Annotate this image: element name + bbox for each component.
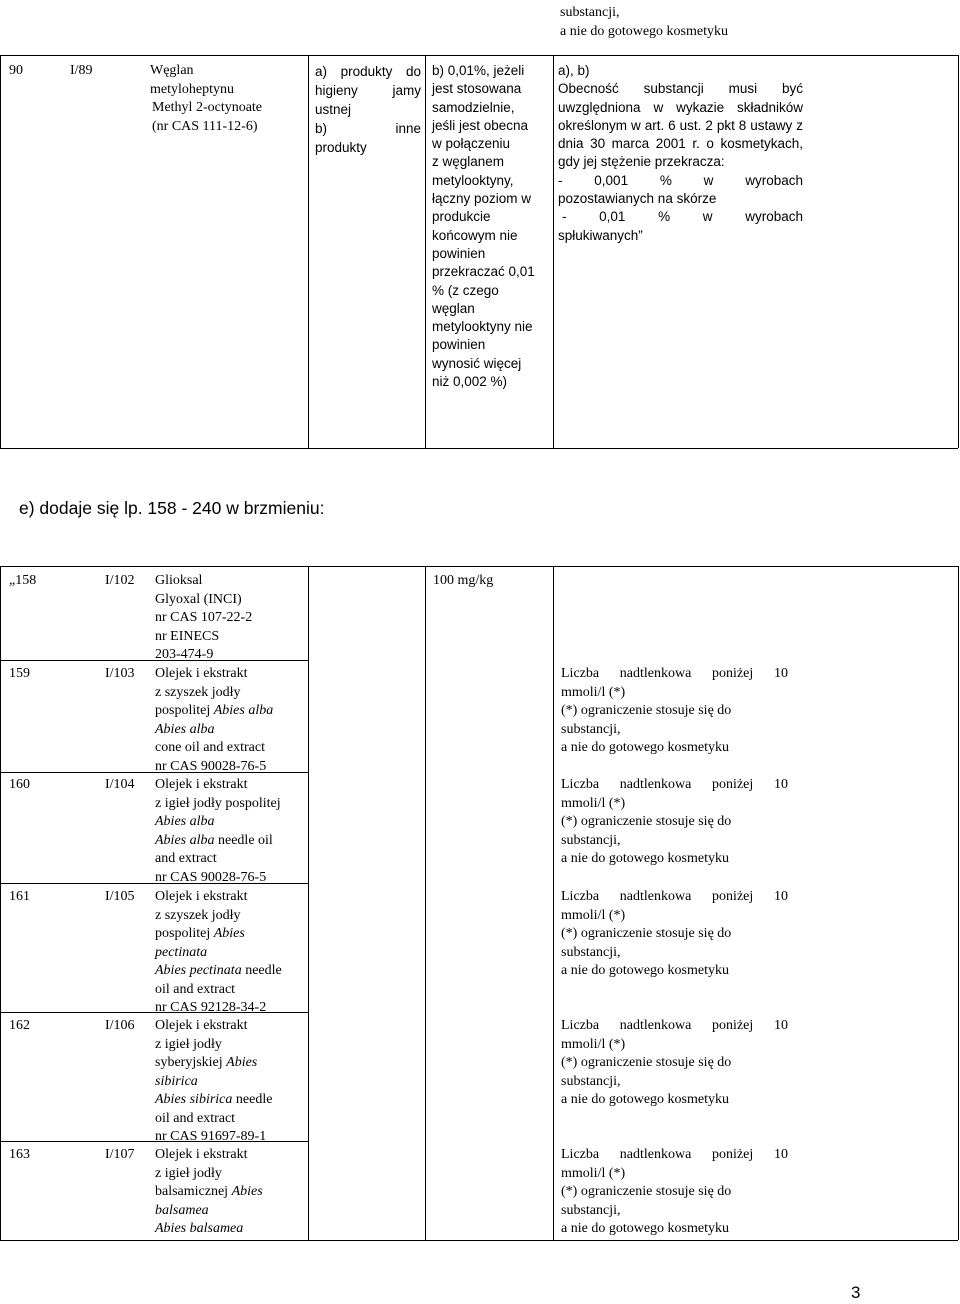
t2-warning-line: a nie do gotowego kosmetyku <box>561 851 729 867</box>
t2-substance-name-line <box>155 572 305 591</box>
t1-substance-name: Węglan metyloheptynu <box>150 63 234 97</box>
t2-substance-name-line <box>155 999 305 1018</box>
t2-substance-name-line <box>155 646 305 665</box>
t2-row-ref: I/102 <box>105 573 135 588</box>
t2-name-text: nr CAS 92128-34-2 <box>155 1000 267 1015</box>
t2-substance-name-line <box>155 962 305 981</box>
t2-warning-line: (*) ograniczenie stosuje się do <box>561 703 732 719</box>
t2-name-text: nr CAS 90028-76-5 <box>155 758 267 774</box>
t2-row-number: 159 <box>9 666 30 681</box>
t2-warning-line: Liczba nadtlenkowa poniżej 10 <box>561 1018 788 1033</box>
t2-name-text: Abies pectinata <box>155 963 242 978</box>
t2-warning-line: Liczba nadtlenkowa poniżej 10 <box>561 889 788 904</box>
t2-name-text: z igieł jodły <box>155 1165 222 1181</box>
t2-name-text: oil and extract <box>155 1110 236 1126</box>
t1-warnings-dash2a: - 0,01 % w wyrobach <box>562 209 803 225</box>
t2-substance-name-line <box>155 1054 305 1073</box>
t2-name-text: Abies alba <box>155 832 215 848</box>
t1-limit-line: niż 0,002 %) <box>432 374 508 390</box>
t2-name-italic: Abies <box>231 1184 263 1199</box>
t2-warning-line: mmoli/l (*) <box>561 1036 626 1052</box>
t2-row-number: 162 <box>9 1018 30 1033</box>
top-fragment-line1: substancji, <box>560 5 620 20</box>
t2-warning <box>561 1017 788 1110</box>
t2-warning-line: substancji, <box>561 1073 621 1089</box>
t1-warnings-text: Obecność substancji musi być uwzględniona w wykazie składników określonym w art. 6 ust. 2 pkt 8 ustawy z dnia 30 marca 2001 r. o kosmetykach, gdy jej stężenie przekracza: <box>558 81 803 170</box>
t2-substance-name-line <box>155 944 305 963</box>
t2-substance-name-line <box>155 1073 305 1092</box>
t2-substance-name-line <box>155 1146 305 1165</box>
t2-name-text: nr EINECS <box>155 628 220 644</box>
t2-warning <box>561 888 788 981</box>
t2-name-text: pectinata <box>155 944 208 960</box>
t1-limit-line: b) 0,01%, jeżeli <box>432 63 525 78</box>
t2-warning-line: a nie do gotowego kosmetyku <box>561 740 729 756</box>
t2-substance-name-line <box>155 776 305 795</box>
t2-name-text: Olejek i ekstrakt <box>155 666 248 681</box>
t1-products-line: produkty <box>315 140 367 155</box>
page-number: 3 <box>851 1283 861 1302</box>
t1-limit-line: metylooktyny nie <box>432 319 533 335</box>
t2-substance-name-line <box>155 591 305 610</box>
t1-limit-line: % (z czego <box>432 282 499 298</box>
t2-substance-name-line <box>155 1036 305 1055</box>
t2-name-text: Olejek i ekstrakt <box>155 889 248 904</box>
t2-substance-name-line <box>155 758 305 777</box>
t2-row-number: 160 <box>9 777 30 792</box>
t1-limit-line: łączny poziom w <box>432 191 532 207</box>
t2-warning-line: mmoli/l (*) <box>561 1165 626 1181</box>
t1-limit-line: metylooktyny, <box>432 172 514 188</box>
t2-substance-name-line <box>155 981 305 1000</box>
t2-warning-line: (*) ograniczenie stosuje się do <box>561 926 732 942</box>
t2-warning-line: a nie do gotowego kosmetyku <box>561 963 729 979</box>
t1-products-line: ustnej <box>315 102 352 117</box>
t2-name-text: and extract <box>155 851 217 866</box>
t2-substance-name-line <box>155 907 305 926</box>
t1-products-line: higieny jamy <box>315 83 421 98</box>
t2-name-text: balsamea <box>155 1202 209 1218</box>
t2-substance-name-line <box>155 795 305 814</box>
t2-name-text: oil and extract <box>155 981 236 997</box>
t2-name-text: syberyjskiej <box>155 1055 227 1070</box>
t2-warning-line: substancji, <box>561 1202 621 1218</box>
t2-name-text: z szyszek jodły <box>155 907 241 923</box>
t1-products-line: b) inne <box>315 121 421 136</box>
t2-name-text: Olejek i ekstrakt <box>155 1018 248 1033</box>
t1-limit-line: powinien <box>432 245 486 261</box>
t1-limit-line: węglan <box>432 300 475 316</box>
t2-substance-name-line <box>155 888 305 907</box>
t2-substance-name <box>155 665 305 776</box>
t2-substance-name-line <box>155 1202 305 1221</box>
t2-substance-name-line <box>155 628 305 647</box>
t2-substance-name-line <box>155 925 305 944</box>
t2-row-ref: I/103 <box>105 666 135 681</box>
t2-name-text: Olejek i ekstrakt <box>155 777 248 792</box>
t2-substance-name-line <box>155 739 305 758</box>
t2-substance-name <box>155 572 305 665</box>
t1-limit-line: jeśli jest obecna <box>432 117 529 133</box>
t2-warning-line: Liczba nadtlenkowa poniżej 10 <box>561 777 788 792</box>
t2-name-text: Abies balsamea <box>155 1221 244 1236</box>
t2-name-text: Olejek i ekstrakt <box>155 1147 248 1162</box>
t2-warning-line: substancji, <box>561 721 621 737</box>
t2-warning <box>561 1146 788 1239</box>
t2-name-italic: Abies <box>213 926 245 941</box>
t2-substance-name <box>155 776 305 887</box>
t2-warning-line: Liczba nadtlenkowa poniżej 10 <box>561 1147 788 1162</box>
t2-substance-name-line <box>155 850 305 869</box>
t2-name-text: Abies sibirica <box>155 1092 233 1107</box>
t1-limit-line: z węglanem <box>432 154 505 170</box>
t1-limit-line: końcowym nie <box>432 227 518 243</box>
t2-row-ref: I/105 <box>105 889 135 904</box>
t1-limit-line: wynosić więcej <box>432 355 522 371</box>
t2-substance-name-line <box>155 1110 305 1129</box>
t2-substance-name-line <box>155 1183 305 1202</box>
t2-row-number: 161 <box>9 889 30 904</box>
t2-substance-name-line <box>155 1128 305 1147</box>
t2-name-text: cone oil and extract <box>155 740 266 755</box>
section-heading: e) dodaje się lp. 158 - 240 w brzmieniu: <box>19 498 325 518</box>
t1-products-line: a) produkty do <box>315 64 421 79</box>
t2-limit: 100 mg/kg <box>433 573 494 588</box>
t2-name-plain: needle <box>232 1092 273 1107</box>
t1-inci-name: Methyl 2-octynoate (nr CAS 111-12-6) <box>152 100 263 134</box>
t2-row-number: „158 <box>9 573 37 588</box>
t2-substance-name <box>155 1017 305 1147</box>
t2-warning-line: mmoli/l (*) <box>561 684 626 700</box>
t2-substance-name-line <box>155 832 305 851</box>
t2-substance-name-line <box>155 702 305 721</box>
top-fragment-line2: a nie do gotowego kosmetyku <box>560 23 728 39</box>
t2-row-ref: I/106 <box>105 1018 135 1033</box>
t2-name-text: 203-474-9 <box>155 647 214 662</box>
t2-warning-line: (*) ograniczenie stosuje się do <box>561 1055 732 1071</box>
top-fragment <box>560 4 760 41</box>
t2-name-italic: Abies alba <box>213 703 274 718</box>
t2-name-text: z igieł jodły pospolitej <box>155 795 281 811</box>
t2-substance-name-line <box>155 813 305 832</box>
t1-row-number: 90 <box>9 63 23 78</box>
t2-name-text: pospolitej <box>155 926 214 941</box>
t1-row-ref: I/89 <box>70 63 93 78</box>
t2-substance-name-line <box>155 721 305 740</box>
t2-warning-line: Liczba nadtlenkowa poniżej 10 <box>561 666 788 681</box>
t2-name-text: z szyszek jodły <box>155 684 241 700</box>
t2-name-text: nr CAS 91697-89-1 <box>155 1129 267 1144</box>
t2-substance-name <box>155 1146 305 1239</box>
t2-name-plain: needle <box>241 963 282 978</box>
t2-warning-line: substancji, <box>561 832 621 848</box>
t2-substance-name <box>155 888 305 1018</box>
t2-warning-line: a nie do gotowego kosmetyku <box>561 1092 729 1108</box>
t1-limit-line: samodzielnie, <box>432 99 515 115</box>
t2-warning-line: substancji, <box>561 944 621 960</box>
t2-warning-line: mmoli/l (*) <box>561 795 626 811</box>
t1-limit-line: powinien <box>432 337 486 353</box>
t2-name-text: Glioksal <box>155 573 203 588</box>
t1-limit-line: w połączeniu <box>432 136 511 152</box>
t1-limit <box>432 62 549 391</box>
t2-substance-name-line <box>155 1220 305 1239</box>
t2-warning-line: (*) ograniczenie stosuje się do <box>561 814 732 830</box>
t1-warnings-dash2b: spłukiwanych” <box>558 227 643 243</box>
t2-warning <box>561 665 788 758</box>
t2-name-plain: needle oil <box>214 832 273 848</box>
t1-products <box>315 62 421 157</box>
t2-substance-name-line <box>155 1165 305 1184</box>
t1-limit-line: produkcie <box>432 209 491 225</box>
t2-name-text: Abies alba <box>155 721 215 737</box>
t2-name-text: Abies alba <box>155 814 215 829</box>
t1-warnings-dash1b: pozostawianych na skórze <box>558 191 717 207</box>
t2-row-number: 163 <box>9 1147 30 1162</box>
t1-warnings-dash1a: - 0,001 % w wyrobach <box>558 172 803 188</box>
t2-row-ref: I/107 <box>105 1147 135 1162</box>
t2-substance-name-line <box>155 1091 305 1110</box>
t2-substance-name-line <box>155 869 305 888</box>
t2-warning <box>561 776 788 869</box>
t2-name-text: nr CAS 107-22-2 <box>155 610 253 625</box>
t2-substance-name-line <box>155 665 305 684</box>
t2-name-text: z igieł jodły <box>155 1036 222 1052</box>
t2-warning-line: a nie do gotowego kosmetyku <box>561 1221 729 1237</box>
t2-name-text: pospolitej <box>155 703 214 718</box>
t2-name-text: Glyoxal (INCI) <box>155 591 242 607</box>
t1-limit-line: przekraczać 0,01 <box>432 264 535 280</box>
t1-limit-line: jest stosowana <box>432 81 522 97</box>
t2-warning-line: (*) ograniczenie stosuje się do <box>561 1184 732 1200</box>
t1-warnings-ab: a), b) <box>558 63 590 78</box>
t2-name-text: balsamicznej <box>155 1184 232 1199</box>
t2-substance-name-line <box>155 1017 305 1036</box>
t1-warnings <box>558 62 803 245</box>
t2-name-text: nr CAS 90028-76-5 <box>155 869 267 885</box>
t2-name-text: sibirica <box>155 1073 198 1089</box>
t2-substance-name-line <box>155 684 305 703</box>
t2-name-italic: Abies <box>226 1055 258 1070</box>
t2-row-ref: I/104 <box>105 777 135 792</box>
t2-warning-line: mmoli/l (*) <box>561 907 626 923</box>
t2-substance-name-line <box>155 609 305 628</box>
